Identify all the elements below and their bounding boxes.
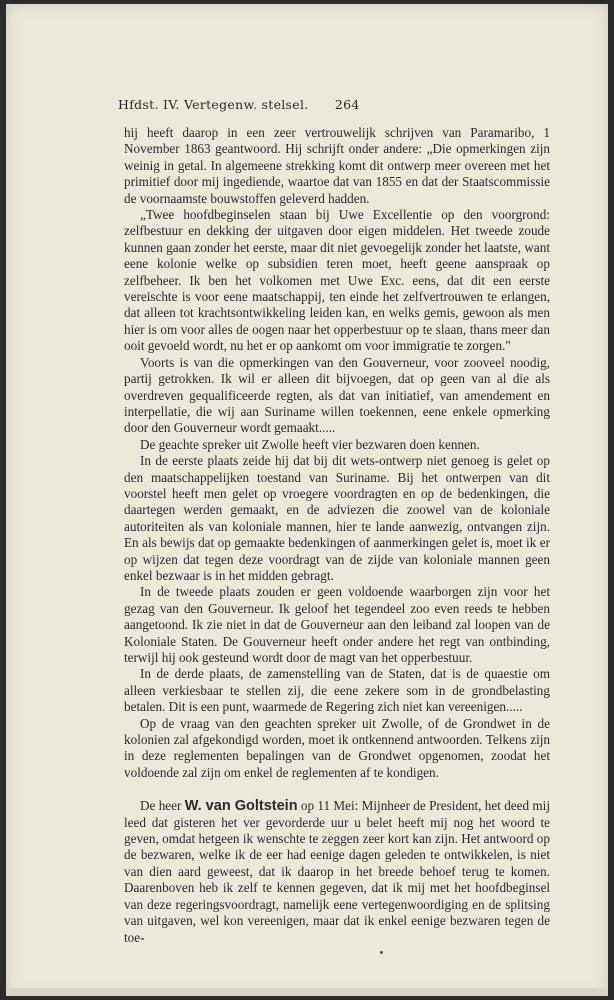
paragraph: Op de vraag van den geachten spreker uit Zwolle, of de Grondwet in de kolonien zal afgekondigd worden, moet ik ontkennend antwoorden. Telkens zijn in deze reglementen bepalingen van de Grondwet opgenomen, zoodat het voldoende zal zijn om enkel de reglementen af te kondigen. (124, 715, 550, 780)
speaker-name: W. van Goltstein (184, 798, 298, 815)
body-text (124, 125, 550, 946)
paragraph: „Twee hoofdbeginselen staan bij Uwe Excellentie op den voorgrond: zelfbestuur en dekking der uitgaven door eigen middelen. Het tweede zoude kunnen gaan zonder het eerste, maar dit niet gevoegelijk zonder het laatste, want eene kolonie welke op subsidien teren moet, heeft geene aanspraak op zelfbeheer. Ik ben het volkomen met Uwe Exc. eens, dat dit een eerste vereischte is voor eene maatschappij, ten einde het zelfvertrouwen te erlangen, dat alleen tot krachtsontwikkeling leiden kan, en welks gemis, gewoon als men hier is om voor alles de oogen naar het opperbestuur op te slaan, thans meer dan ooit gevoeld wordt, nu het er op aankomt om voor immigratie te zorgen." (124, 207, 550, 354)
paragraph: De geachte spreker uit Zwolle heeft vier bezwaren doen kennen. (140, 436, 480, 452)
page-mark (380, 951, 383, 954)
paragraph: In de tweede plaats zouden er geen voldoende waarborgen zijn voor het gezag van den Gouverneur. Ik geloof het tegendeel zoo even reeds te hebben aangetoond. Ik zie niet in dat de Gouverneur aan den leiband zal loopen van de Koloniale Staten. De Gouverneur heeft onder andere het regt van ontbinding, terwijl hij ook gesteund wordt door de magt van het opperbestuur. (124, 584, 550, 665)
speech-text: op 11 Mei: Mijnheer de President, het deed mij leed dat gisteren het ver gevorderde uur u belet heeft mij nog het woord te geven, omdat hetgeen ik wenschte te zeggen zeer kort kan zijn. Het antwoord op de bezwaren, welke ik de eer had eenige dagen geleden te ontwikkelen, is niet van dien aard geweest, dat ik daarop in het breede behoef terug te komen. Daarenboven heb ik zelf te kennen gegeven, dat ik mij met het hoofdbeginsel van deze regeringsvoordragt, namelijk eene vertegenwoordiging en de splitsing van uitgaven, wel kon vereenigen, maar dat ik enkel eenige bezwaren tegen de toe- (124, 798, 551, 945)
book-page (6, 4, 608, 996)
running-header (118, 97, 538, 112)
chapter-title: Hfdst. IV. Vertegenw. stelsel. (118, 97, 309, 112)
paragraph: Voorts is van die opmerkingen van den Gouverneur, voor zooveel noodig, partij getrokken. Ik wil er alleen dit bijvoegen, dat op geen van al die als overdreven gequalificeerde regten, als dat van initiatief, van amendement en interpellatie, die wij aan Suriname willen toekennen, eene enkele opmerking door den Gouverneur wordt gemaakt..... (124, 354, 550, 436)
page-bottom-edge (6, 988, 608, 996)
paragraph: hij heeft daarop in een zeer vertrouwelijk schrijven van Paramaribo, 1 November 1863 geantwoord. Hij schrijft onder andere: „Die opmerkingen zijn weinig in getal. In algemeene strekking komt dit ontwerp meer overeen met het primitief door mij ingediende, waartoe dat van 1855 en dat der Staatscommissie de voornaamste bouwstoffen geleverd hadden. (124, 125, 550, 206)
paragraph: In de derde plaats, de zamenstelling van de Staten, dat is de quaestie om alleen verkiesbaar te stellen zij, die eene zekere som in de grondbelasting betalen. Dit is een punt, waarmede de Regering zich niet kan vereenigen..... (124, 666, 550, 715)
page-number: 264 (334, 97, 360, 112)
speech-paragraph (124, 798, 550, 946)
speech-intro: De heer (140, 798, 182, 814)
paragraph: In de eerste plaats zeide hij dat bij dit wets-ontwerp niet genoeg is gelet op den maatschappelijken toestand van Suriname. Bij het ontwerpen van dit voorstel heeft men gelet op vroegere voordragten en op de bedenkingen, die daartegen werden gemaakt, en de adviezen die zoowel van de koloniale autoriteiten als van koloniale mannen, hier te lande aanwezig, ontvangen zijn. En als bewijs dat op gemaakte bedenkingen of aanmerkingen gelet is, moet ik er op wijzen dat tegen deze voordragt van de zijde van koloniale mannen geen enkel bezwaar is in het midden gebragt. (124, 453, 550, 583)
